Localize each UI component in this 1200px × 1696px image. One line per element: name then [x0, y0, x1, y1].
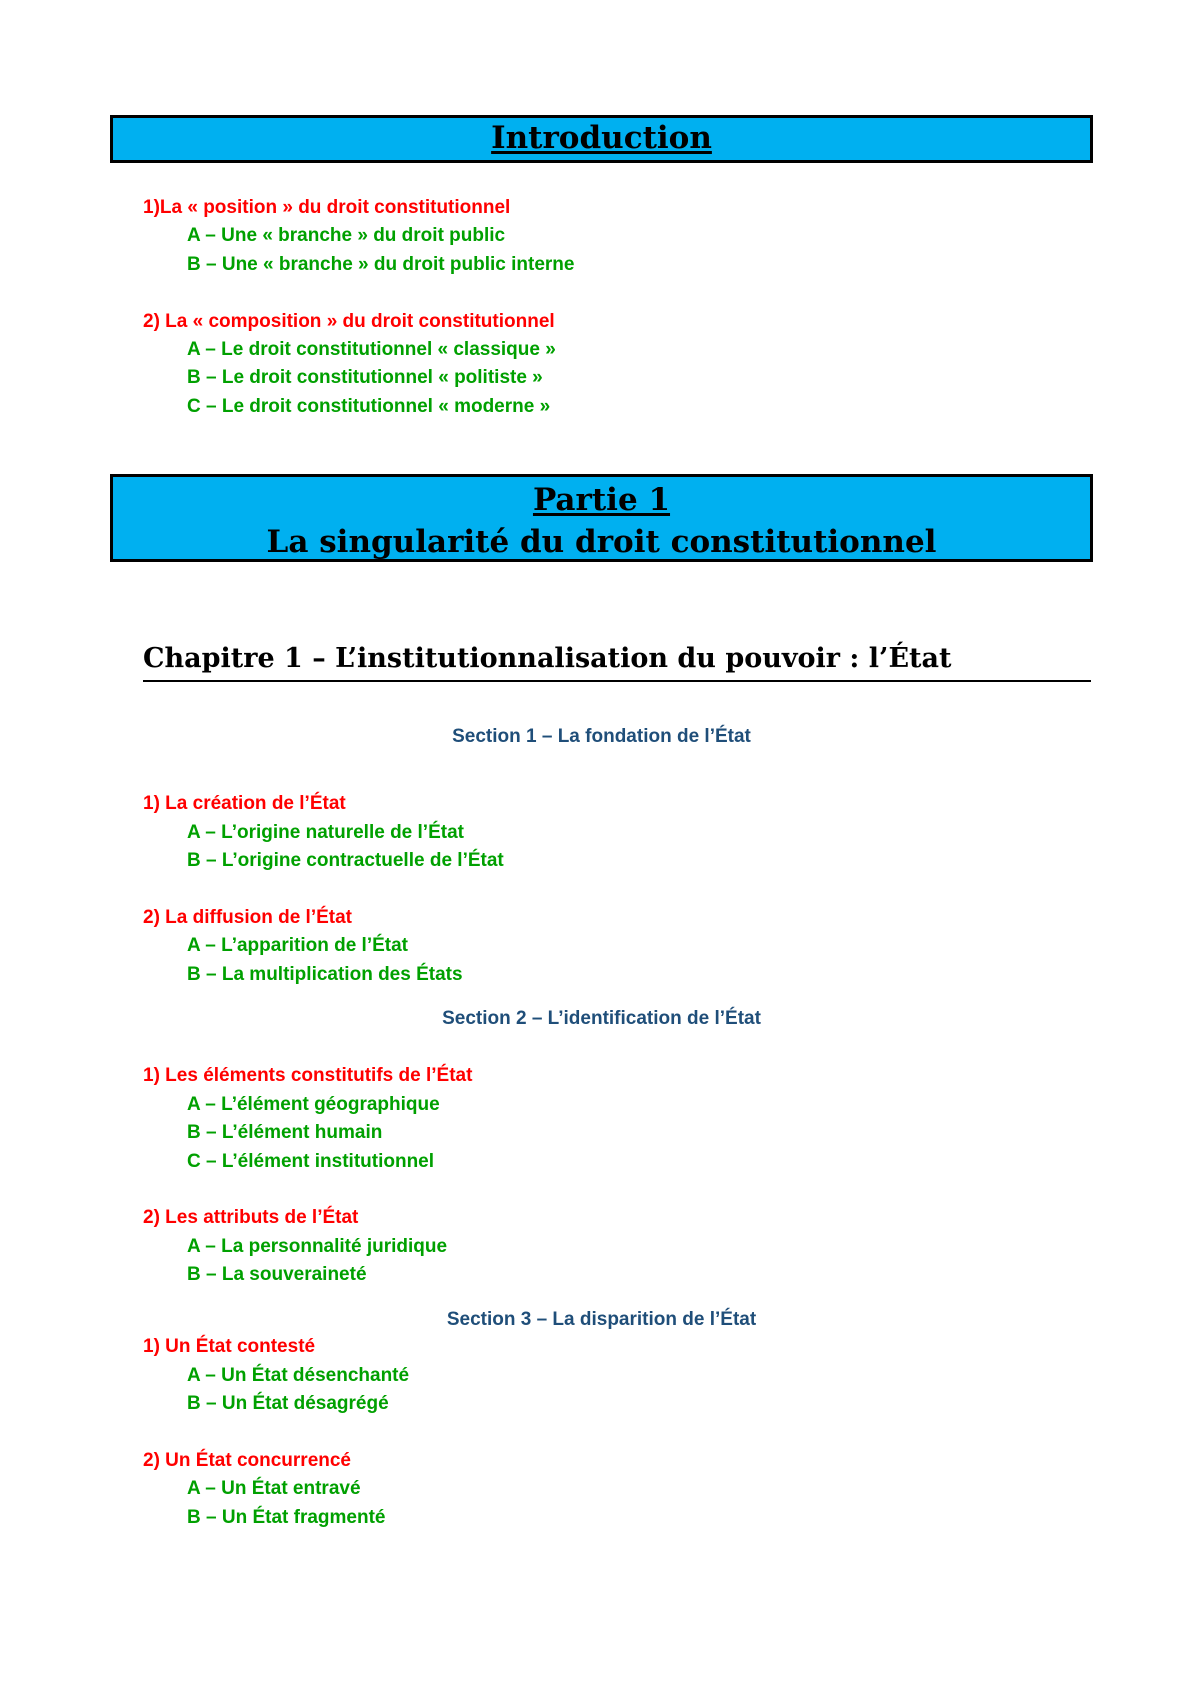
section-2-item-1a: A – L’élément géographique [187, 1094, 440, 1115]
intro-item-2a: A – Le droit constitutionnel « classique » [187, 339, 556, 360]
intro-item-2c: C – Le droit constitutionnel « moderne » [187, 396, 551, 417]
section-2-heading-1: 1) Les éléments constitutifs de l’État [143, 1065, 473, 1086]
section-1-heading-1: 1) La création de l’État [143, 793, 346, 814]
intro-heading-2: 2) La « composition » du droit constitutionnel [143, 311, 555, 332]
intro-item-2b: B – Le droit constitutionnel « politiste » [187, 367, 543, 388]
introduction-title: Introduction [491, 120, 712, 156]
section-2-item-2b: B – La souveraineté [187, 1264, 367, 1285]
section-1-heading-2: 2) La diffusion de l’État [143, 907, 353, 928]
section-2-title: Section 2 – L’identification de l’État [442, 1008, 761, 1029]
section-3-item-1b: B – Un État désagrégé [187, 1393, 389, 1414]
section-3-item-2b: B – Un État fragmenté [187, 1507, 386, 1528]
intro-heading-1: 1)La « position » du droit constitutionnel [143, 197, 511, 218]
section-1-item-1a: A – L’origine naturelle de l’État [187, 822, 464, 843]
intro-item-1a: A – Une « branche » du droit public [187, 225, 506, 246]
section-1-item-1b: B – L’origine contractuelle de l’État [187, 850, 504, 871]
section-3-item-2a: A – Un État entravé [187, 1478, 361, 1499]
section-3-heading-2: 2) Un État concurrencé [143, 1450, 351, 1471]
intro-item-1b: B – Une « branche » du droit public interne [187, 254, 575, 275]
section-2-item-2a: A – La personnalité juridique [187, 1236, 448, 1257]
section-2-item-1b: B – L’élément humain [187, 1122, 383, 1143]
part-subtitle: La singularité du droit constitutionnel [266, 524, 937, 560]
part-title: Partie 1 [532, 482, 671, 518]
introduction-banner [110, 115, 1093, 163]
section-2-heading-2: 2) Les attributs de l’État [143, 1207, 359, 1228]
section-3-item-1a: A – Un État désenchanté [187, 1365, 410, 1386]
section-1-title: Section 1 – La fondation de l’État [452, 726, 751, 747]
chapter-title: Chapitre 1 – L’institutionnalisation du pouvoir : l’État [143, 640, 1091, 682]
section-1-item-2a: A – L’apparition de l’État [187, 935, 408, 956]
section-3-heading-1: 1) Un État contesté [143, 1336, 316, 1357]
part-banner [110, 474, 1093, 562]
section-2-item-1c: C – L’élément institutionnel [187, 1151, 435, 1172]
section-3-title: Section 3 – La disparition de l’État [446, 1309, 757, 1330]
section-1-item-2b: B – La multiplication des États [187, 964, 463, 985]
